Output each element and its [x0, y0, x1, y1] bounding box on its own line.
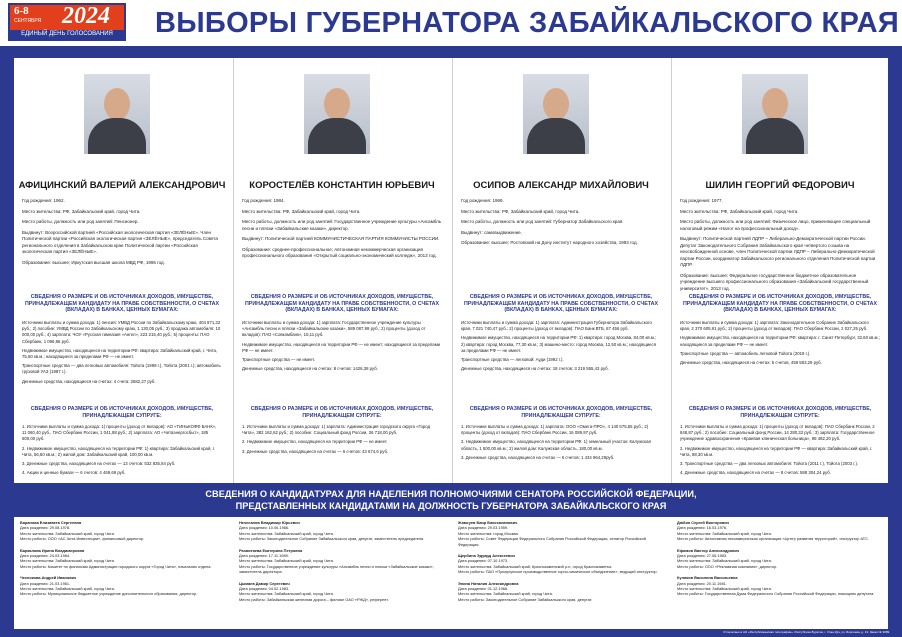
senator-name: Элина Наталия Александровна: [458, 580, 519, 586]
spouse-heading: СВЕДЕНИЯ О РАЗМЕРЕ И ОБ ИСТОЧНИКАХ ДОХОДОВ, ИМУЩЕСТВЕ, ПРИНАДЛЕЖАЩЕМ СУПРУГЕ:: [469, 406, 653, 419]
senator-name: Баркалова Ирина Владимировна: [20, 547, 85, 553]
accounts: Денежные средства, находящиеся на счетах: 5 счетов, 459 583,29 руб.: [680, 360, 822, 366]
senator-residence: Место жительства: Забайкальский край, город Чита.: [239, 530, 334, 536]
residence: Место жительства: РФ, Забайкальский край, город Чита.: [22, 208, 141, 214]
spouse-realty: 2. Недвижимое имущество, находящееся на территории РФ — не имеет.: [242, 439, 388, 445]
spouse-accounts: 3. Денежные средства, находящиеся на счетах — 6 счетов: 43 674,6 руб.: [242, 448, 389, 454]
education: Образование: высшее; Иркутская высшая школа МВД РФ, 1996 год.: [22, 259, 165, 265]
senator-name: Чеснокова Андрей Иванович: [20, 575, 77, 581]
senator-work: Место работы: Муниципальное бюджетное учреждение дополнительного образования, директор.: [20, 591, 198, 597]
birth-year: Год рождения: 1962.: [22, 198, 65, 203]
transport: Транспортные средства — легковой: Ауди (1992 г.).: [461, 357, 564, 363]
spouse-details: [22, 424, 222, 479]
senator-name: Нечесанов Владимир Юрьевич: [239, 520, 300, 525]
senator-residence: Место жительства: Забайкальский край, город Чита.: [20, 558, 115, 564]
nominated: Выдвинут: Всероссийской партией «Российская экологическая партия «ЗЕЛЁНЫЕ». Член Политической партии «Российская экологическая партия «ЗЕЛЁНЫЕ», председатель Совета регионального отделения в Забайкальском крае Политической партии «Российская экологическая партия «ЗЕЛЁНЫЕ».: [22, 229, 218, 254]
birth-year: Год рождения: 1969.: [461, 198, 504, 203]
senator-residence: Место жительства: Забайкальский край, город Чита.: [677, 530, 772, 536]
senator-entry: [458, 553, 668, 575]
candidate-photo: [84, 74, 150, 154]
senator-residence: Место жительства: Забайкальский край, город Чита.: [677, 586, 772, 592]
income-heading: СВЕДЕНИЯ О РАЗМЕРЕ И ОБ ИСТОЧНИКАХ ДОХОДОВ, ИМУЩЕСТВЕ, ПРИНАДЛЕЖАЩЕМ КАНДИДАТУ НА ПРАВЕ СОБСТВЕННОСТИ, О СЧЕТАХ (ВКЛАДАХ) В БАНКАХ, ЦЕННЫХ БУМАГАХ:: [683, 294, 877, 314]
spouse-details: [680, 424, 880, 479]
senator-birth: Дата рождения: 07.10.1973.: [458, 558, 509, 564]
spouse-details: [242, 424, 442, 458]
senator-name: Дюбин Сергей Викторович: [677, 520, 730, 525]
realty: Недвижимое имущество, находящееся на территории РФ — не имеет; находящиеся за пределами РФ — не имеет.: [242, 341, 441, 353]
senator-section-banner: [196, 488, 706, 512]
spouse-sources: 1. Источники выплаты и сумма дохода: 1) зарплата: ООО «Омега-ПРО», 4 140 675,55 руб.; 2) проценты (доход от вкладов): ПАО Сбербанк России, 16 089,97 руб.: [461, 424, 649, 436]
senator-entry: [677, 575, 887, 597]
income-details: [680, 320, 880, 369]
candidate-name: КОРОСТЕЛЁВ КОНСТАНТИН ЮРЬЕВИЧ: [249, 180, 435, 191]
transport: Транспортные средства — не имеет.: [242, 357, 316, 363]
spouse-shares: 4. Денежные средства, находящиеся на счетах — 8 счетов: 588 304,24 руб.: [680, 470, 831, 476]
residence: Место жительства: РФ, Забайкальский край, город Чита.: [680, 208, 799, 214]
senator-birth: Дата рождения: 17.11.1989.: [239, 553, 289, 559]
income-sources: Источники выплаты и сумма дохода: 1) зарплата: Администрация Губернатора Забайкальского края, 7 021 740,47 руб.; 2) проценты (доход от вкладов): ПАО Банк ВТБ, 87 456 руб.: [461, 320, 652, 332]
senator-residence: Место жительства: Забайкальский край, город Чита.: [677, 558, 772, 564]
senator-residence: Место жительства: Забайкальский край, город Чита.: [20, 586, 115, 592]
transport: Транспортные средства — два легковых автомобиля: Тойота (1999 г.), Тойота (2001 г.); автомобиль грузовой УАЗ (1987 г.).: [22, 363, 221, 375]
spouse-accounts: 3. Денежные средства, находящиеся на счетах — 13 счетов: 532 835,84 руб.: [22, 461, 176, 467]
spouse-heading: СВЕДЕНИЯ О РАЗМЕРЕ И ОБ ИСТОЧНИКАХ ДОХОДОВ, ИМУЩЕСТВЕ, ПРИНАДЛЕЖАЩЕМ СУПРУГЕ:: [250, 406, 434, 419]
senator-residence: Место жительства: Забайкальский край, город Чита.: [458, 591, 553, 597]
senator-name: Цымаев Дамир Сергеевич: [239, 580, 290, 586]
education: Образование: высшее; Ростовский на Дону институт народного хозяйства, 1993 год.: [461, 240, 638, 245]
senator-birth: Дата рождения: 29.08.1978.: [20, 525, 71, 531]
senator-column-3: [458, 520, 668, 608]
candidate-photo: [523, 74, 589, 154]
senator-birth: Дата рождения: 16.03.1976.: [677, 525, 728, 531]
spouse-realty: 2. Недвижимое имущество, находящееся на территории РФ: 1) земельный участок: Калужская область, 1 500,00 кв.м.; 2) жилой дом: Калужская область, 180,00 кв.м.: [461, 439, 651, 451]
senator-birth: Дата рождения: 21.03.1961.: [20, 580, 71, 586]
senator-birth: Дата рождения: 10.06.1966.: [239, 525, 290, 531]
candidate-card-4: [671, 58, 888, 483]
spouse-realty: 2. Недвижимое имущество, находящееся на территории РФ — квартира: Забайкальский край, г. Чита, 88,30 кв.м.: [680, 445, 873, 457]
spouse-sources: 1. Источники выплаты и сумма дохода: 1) зарплата: Администрация городского округа «Город Чита», 382 162,62 руб.; 2) пособие: Социальный фонд России, 36 718,00 руб.: [242, 424, 431, 436]
income-details: [461, 320, 661, 375]
header: [0, 0, 902, 44]
logo-subtitle: ЕДИНЫЙ ДЕНЬ ГОЛОСОВАНИЯ: [10, 30, 124, 39]
spouse-realty: 2. Недвижимое имущество, находящееся на территории РФ: 1) квартира: Забайкальский край, г. Чита, 56,60 кв.м.; 2) жилой дом: Забайкальский край, 100,00 кв.м.: [22, 445, 215, 457]
candidate-facts: [242, 198, 442, 264]
senator-work: Место работы: Совет Федерации Федерального Собрания Российской Федерации, сенатор Российской Федерации.: [458, 536, 646, 547]
print-imprint: Отпечатано в АО «Республиканская типография», Республика Бурятия, г. Улан-Удэ, ул. Борсоева, д. 13. Заказ № 3089.: [723, 630, 890, 634]
senator-entry: [677, 548, 887, 570]
senator-entry: [239, 520, 449, 542]
senator-residence: Место жительства: Забайкальский край, город Чита.: [239, 591, 334, 597]
senator-name: Куликов Василина Васильевна: [677, 575, 738, 581]
senator-residence: Место жительства: Забайкальский край, город Чита.: [239, 558, 334, 564]
senator-work: Место работы: ООО «АС-Чита Инвестиции», финансовый директор.: [20, 536, 145, 542]
spouse-heading: СВЕДЕНИЯ О РАЗМЕРЕ И ОБ ИСТОЧНИКАХ ДОХОДОВ, ИМУЩЕСТВЕ, ПРИНАДЛЕЖАЩЕМ СУПРУГЕ:: [688, 406, 872, 419]
senator-name: Щербина Эдуард Алексеевич: [458, 553, 516, 559]
realty: Недвижимое имущество, находящееся на территории РФ: 1) квартира: город Москва, 84,00 кв.м.; 2) квартира: город Москва, 77,30 кв.м.; 3) машино-место: город Москва, 12,50 кв.м.; находящиеся за пределами РФ — не имеет.: [461, 335, 657, 353]
work: Место работы, должность или род занятий: Пенсионер.: [22, 219, 139, 224]
senator-name: Размотаева Екатерина Петровна: [239, 547, 303, 553]
banner-line-1: СВЕДЕНИЯ О КАНДИДАТУРАХ ДЛЯ НАДЕЛЕНИЯ ПОЛНОМОЧИЯМИ СЕНАТОРА РОССИЙСКОЙ ФЕДЕРАЦИИ,: [205, 489, 697, 499]
income-heading: СВЕДЕНИЯ О РАЗМЕРЕ И ОБ ИСТОЧНИКАХ ДОХОДОВ, ИМУЩЕСТВЕ, ПРИНАДЛЕЖАЩЕМ КАНДИДАТУ НА ПРАВЕ СОБСТВЕННОСТИ, О СЧЕТАХ (ВКЛАДАХ) В БАНКАХ, ЦЕННЫХ БУМАГАХ:: [245, 294, 439, 314]
logo-date: 6-8: [14, 5, 29, 17]
candidate-photo: [742, 74, 808, 154]
senator-entry: [239, 548, 449, 575]
senator-birth: Дата рождения: 01.12.1968.: [458, 586, 509, 592]
senator-residence: Место жительства: Забайкальский край, Краснокаменский р-н, город Краснокаменск.: [458, 563, 613, 569]
education: Образование: высшее; Федеральное государственное бюджетное образовательное учреждение высшего профессионального образования «Забайкальский государственный университет», 2013 год.: [680, 272, 869, 291]
accounts: Денежные средства, находящиеся на счетах: 4 счета: 2582,27 руб.: [22, 378, 156, 384]
senator-name: Жамсуев Баир Баясхаланович: [458, 520, 518, 525]
spouse-sources: 1. Источники выплаты и сумма дохода: 1) проценты (доход от вкладов): АО «ТИНЬКОФФ БАНК», 11 060,40 руб., ПАО Сбербанк России, 1 041,88 руб.; 2) зарплата: АО «Читаэнергосбыт», 185 600,00 руб.: [22, 424, 217, 442]
residence: Место жительства: РФ, Забайкальский край, город Чита.: [242, 208, 361, 214]
candidate-card-3: [452, 58, 669, 483]
senator-birth: Дата рождения: 27.06.1983.: [677, 553, 728, 559]
work: Место работы, должность или род занятий: Физическое лицо, применяющее специальный налоговый режим «Налог на профессиональный доход».: [680, 219, 871, 231]
banner-line-2: ПРЕДСТАВЛЕННЫХ КАНДИДАТАМИ НА ДОЛЖНОСТЬ ГУБЕРНАТОРА ЗАБАЙКАЛЬСКОГО КРАЯ: [235, 501, 667, 511]
senator-birth: Дата рождения: 29.03.1959.: [458, 525, 509, 531]
candidate-name: АФИЦИНСКИЙ ВАЛЕРИЙ АЛЕКСАНДРОВИЧ: [18, 180, 226, 191]
senator-work: Место работы: Законодательное Собрание Забайкальского края, депутат.: [458, 596, 593, 602]
birth-year: Год рождения: 1977.: [680, 198, 723, 203]
education: Образование: среднее-профессиональное; Автономная некоммерческая организация профессионального образования «Открытый социально-экономический колледж», 2013 год.: [242, 246, 437, 258]
income-details: [22, 320, 222, 388]
candidate-facts: [680, 198, 880, 296]
senator-entry: [20, 520, 230, 542]
senator-entry: [20, 548, 230, 570]
page-title: ВЫБОРЫ ГУБЕРНАТОРА ЗАБАЙКАЛЬСКОГО КРАЯ: [155, 7, 899, 39]
spouse-heading: СВЕДЕНИЯ О РАЗМЕРЕ И ОБ ИСТОЧНИКАХ ДОХОДОВ, ИМУЩЕСТВЕ, ПРИНАДЛЕЖАЩЕМ СУПРУГЕ:: [30, 406, 214, 419]
nominated: Выдвинут: Политической партией ЛДПР – Либерально-Демократической партии России. Депутат Законодательного Собрания Забайкальского края четвертого созыва на неосвобожденной основе, член Политической партии ЛДПР – Либерально-Демократической партии России, координатор Забайкальского регионального отделения Политической партии ЛДПР.: [680, 236, 876, 267]
senator-entry: [677, 520, 887, 542]
accounts: Денежные средства, находящиеся на счетах: 18 счетов: 3 219 555,43 руб.: [461, 366, 609, 372]
election-day-logo: [8, 3, 126, 41]
senator-name: Баранова Елизавета Сергеевна: [20, 520, 82, 525]
senator-work: Место работы: Законодательное Собрание Забайкальского края, депутат, заместитель председателя.: [239, 536, 425, 542]
spouse-sources: 1. Источники выплаты и сумма дохода: 1) проценты (доход от вкладов): ПАО Сбербанк России, 2 848,87 руб.; 2) пособие: Социальный фонд России, 14 280,32 руб.; 3) зарплата: Государственное учреждение здравоохранения «Краевая клиническая больница», 98 482,20 руб.: [680, 424, 875, 442]
senator-entry: [458, 520, 668, 547]
transport: Транспортные средства — автомобиль легковой Тойота (2019 г.).: [680, 350, 811, 356]
candidate-card-1: [14, 58, 230, 483]
candidate-facts: [461, 198, 661, 251]
senator-residence: Место жительства: город Москва.: [458, 530, 519, 536]
senator-work: Место работы: ПАО «Приаргунское производственное горно-химическое объединение», ведущий инструктор.: [458, 569, 658, 575]
senator-work: Место работы: ООО «Рекламная компания», директор.: [677, 563, 778, 569]
logo-year: 2024: [62, 3, 110, 29]
residence: Место жительства: РФ, Забайкальский край, город Чита.: [461, 208, 580, 214]
senator-entry: [239, 581, 449, 603]
candidate-facts: [22, 198, 222, 270]
senator-column-2: [239, 520, 449, 608]
senator-entry: [20, 575, 230, 597]
nominated: Выдвинут: самовыдвижение.: [461, 229, 522, 235]
candidate-photo: [304, 74, 370, 154]
work: Место работы, должность или род занятий: Губернатор Забайкальского края.: [461, 219, 624, 224]
senator-work: Место работы: Автономная некоммерческая организация «Центр развития территорий», инструктор АТС.: [677, 536, 870, 542]
spouse-shares: 4. Акции и ценные бумаги — 6 счетов: 4 469,69 руб.: [22, 470, 126, 476]
senator-birth: Дата рождения: 20.11.1981.: [677, 580, 727, 586]
candidate-card-2: [233, 58, 450, 483]
nominated: Выдвинут: Политической партией КОММУНИСТИЧЕСКАЯ ПАРТИЯ КОММУНИСТЫ РОССИИ.: [242, 236, 440, 241]
senator-residence: Место жительства: Забайкальский край, город Чита.: [20, 530, 115, 536]
senator-name: Ефимов Виктор Александрович: [677, 547, 740, 553]
senator-work: Место работы: Государственное учреждение культуры «Ансамбль песни и пляски «Забайкальские казаки», заместитель директора.: [239, 563, 434, 575]
logo-month: СЕНТЯБРЯ: [14, 18, 42, 24]
senator-candidates-panel: [14, 517, 888, 629]
income-heading: СВЕДЕНИЯ О РАЗМЕРЕ И ОБ ИСТОЧНИКАХ ДОХОДОВ, ИМУЩЕСТВЕ, ПРИНАДЛЕЖАЩЕМ КАНДИДАТУ НА ПРАВЕ СОБСТВЕННОСТИ, О СЧЕТАХ (ВКЛАДАХ) В БАНКАХ, ЦЕННЫХ БУМАГАХ:: [464, 294, 658, 314]
candidate-name: ШИЛИН ГЕОРГИЙ ФЕДОРОВИЧ: [705, 180, 855, 191]
income-sources: Источники выплаты и сумма дохода: 1) зарплата: Законодательное Собрание Забайкальского края, 2 370 605,91 руб.; 2) проценты (доход от вкладов): ПАО Сбербанк России, 2 027,25 руб.: [680, 320, 869, 332]
candidate-name: ОСИПОВ АЛЕКСАНДР МИХАЙЛОВИЧ: [473, 180, 649, 191]
senator-birth: Дата рождения: 04.02.1983.: [239, 586, 290, 592]
spouse-details: [461, 424, 661, 464]
accounts: Денежные средства, находящиеся на счетах: 8 счетов: 1426,38 руб.: [242, 366, 378, 372]
realty: Недвижимое имущество, находящееся на территории РФ: квартира: г. Санкт-Петербург, 32,60 кв.м.; находящиеся за пределами РФ — не имеет.: [680, 335, 880, 347]
income-sources: Источники выплаты и сумма дохода: 1) зарплата: Государственное учреждение культуры «Ансамбль песни и пляски «Забайкальские казаки», 589 087,99 руб.; 2) проценты (доход от вкладов): ПАО «Совкомбанк», 15,11 руб.: [242, 320, 426, 338]
senator-birth: Дата рождения: 24.03.1984.: [20, 553, 71, 559]
spouse-accounts: 3. Транспортные средства — два легковых автомобиля: Тойота (2011 г.), Тойота (2003 г.).: [680, 461, 859, 467]
candidates-panel: [14, 58, 888, 483]
income-sources: Источники выплаты и сумма дохода: 1) пенсия: УМВД России по Забайкальскому краю, 404 971,32 руб.; 2) пособие: УМВД России по Забайкальскому краю, 1 130,05 руб.; 3) продажа автомобиля: 10 000,00 руб.; 4) зарплата: ЧОУ «Русская гимназия «Ангел», 223 215,40 руб.; 5) проценты: ПАО Сбербанк, 1 096,86 руб.: [22, 320, 221, 344]
senator-work: Место работы: Забайкальская железная дорога – филиал ОАО «РЖД», референт.: [239, 596, 389, 602]
senator-column-4: [677, 520, 887, 603]
realty: Недвижимое имущество, находящееся на территории РФ: квартира: Забайкальский край, г. Чита, 75,60 кв.м.; находящиеся за пределами РФ — не имеет.: [22, 347, 218, 360]
income-heading: СВЕДЕНИЯ О РАЗМЕРЕ И ОБ ИСТОЧНИКАХ ДОХОДОВ, ИМУЩЕСТВЕ, ПРИНАДЛЕЖАЩЕМ КАНДИДАТУ НА ПРАВЕ СОБСТВЕННОСТИ, О СЧЕТАХ (ВКЛАДАХ) В БАНКАХ, ЦЕННЫХ БУМАГАХ:: [25, 294, 219, 314]
work: Место работы, должность или род занятий: Государственное учреждение культуры «Ансамбль песни и пляски «Забайкальские казаки», директор.: [242, 219, 442, 231]
senator-work: Место работы: Комитет по финансам Администрации городского округа «Город Чита», начальник отдела.: [20, 563, 212, 569]
senator-column-1: [20, 520, 230, 603]
spouse-accounts: 3. Денежные средства, находящиеся на счетах — 6 счетов: 1 434 964,29руб.: [461, 454, 615, 460]
income-details: [242, 320, 442, 375]
birth-year: Год рождения: 1984.: [242, 198, 285, 203]
senator-entry: [458, 581, 668, 603]
senator-work: Место работы: Государственная Дума Федерального Собрания Российской Федерации, помощник депутата.: [677, 591, 875, 597]
